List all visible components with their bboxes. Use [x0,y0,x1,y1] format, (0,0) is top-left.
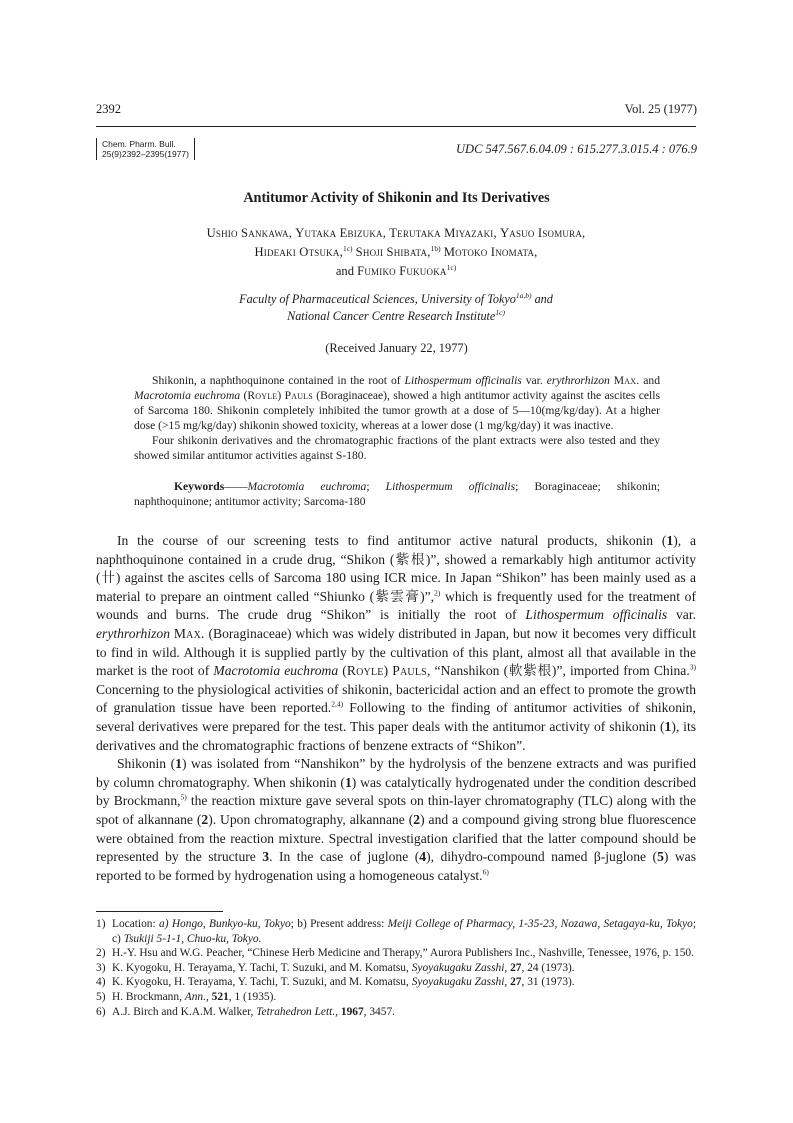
footnote: 5) H. Brockmann, Ann., 521, 1 (1935). [96,990,277,1003]
author: Yutaka Ebizuka, [295,226,387,240]
author-affiliation-mark: 1c) [446,262,457,272]
footnote: 6) A.J. Birch and K.A.M. Walker, Tetrahedron Lett., 1967, 3457. [96,1005,395,1018]
author-list [96,224,696,281]
paper-title: Antitumor Activity of Shikonin and Its Derivatives [243,190,550,206]
abstract [134,373,660,463]
footnote: 1) Location: a) Hongo, Bunkyo-ku, Tokyo; b) Present address: Meiji College of Pharmacy, 1-35-23, Nozawa, Setagaya-ku, Tokyo; c) Tsukiji 5-1-1, Chuo-ku, Tokyo. [96,918,697,945]
author: Motoko Inomata, [443,245,538,259]
footnotes [96,917,696,1019]
footnote: 2) H.-Y. Hsu and W.G. Peacher, “Chinese Herb Medicine and Therapy,” Aurora Publishers Inc., Nashville, Tenessee, 1976, p. 150. [96,947,694,960]
author: Fumiko Fukuoka [357,264,447,278]
received-date: (Received January 22, 1977) [325,341,468,355]
footnote: 4) K. Kyogoku, H. Terayama, Y. Tachi, T. Suzuki, and M. Komatsu, Syoyakugaku Zasshi, 27, 31 (1973). [96,976,575,989]
udc-code: UDC 547.567.6.04.09 : 615.277.3.015.4 : 076.9 [456,142,697,156]
author: Yasuo Isomura, [499,226,586,240]
footnote-rule [96,911,223,912]
author: Shoji Shibata, [355,245,431,259]
badge-journal: Chem. Pharm. Bull. [102,139,176,149]
affiliation-mark: 1c) [495,307,505,317]
citation-badge [96,138,195,160]
affiliation-2: National Cancer Centre Research Institute [287,309,496,323]
affiliations: Faculty of Pharmaceutical Sciences, University of Tokyo$^{1a,b)}$ and National Cancer Centre Research Institute$^{1c)}$ [239,290,553,323]
author-affiliation-mark: 1c) [342,243,353,253]
author: Ushio Sankawa, [206,226,293,240]
author: Hideaki Otsuka, [254,245,343,259]
author-affiliation-mark: 1b) [430,243,441,253]
header-rule [96,126,696,127]
affiliation-1: Faculty of Pharmaceutical Sciences, University of Tokyo [239,292,516,306]
author-conjunction: and [335,264,354,278]
body-paragraph: Shikonin (1) was isolated from “Nanshikon” by the hydrolysis of the benzene extracts and was purified by column chromatography. When shikonin (1) was catalytically hydrogenated under the condition described by Brockmann,$^{5)}$ the reaction mixture gave several spots on thin-layer chromatography (TLC) along with the spot of alkannane (2). Upon chromatography, alkannane (2) and a compound giving strong blue fluorescence were obtained from the reaction mixture. Spectral investigation clarified that the latter compound should be represented by the structure 3. In the case of juglone (4), dihydro-compound named β-juglone (5) was reported to be formed by hydrogenation using a homogeneous catalyst.$^{6)}$ [96,756,696,883]
abstract-paragraph: Four shikonin derivatives and the chromatographic fractions of the plant extracts were also tested and they showed similar antitumor activities against S-180. [134,434,660,462]
main-text [96,532,696,885]
badge-citation: 25(9)2392–2395(1977) [102,149,189,159]
volume-info: Vol. 25 (1977) [624,102,697,116]
keyword: Macrotomia euchroma [247,480,367,493]
keywords: Keywords——Macrotomia euchroma; Lithospermum officinalis; Boraginaceae; shikonin; naphthoquinone; antitumor activity; Sarcoma-180 [134,480,660,508]
keyword: Lithospermum officinalis [385,480,516,493]
footnote: 3) K. Kyogoku, H. Terayama, Y. Tachi, T. Suzuki, and M. Komatsu, Syoyakugaku Zasshi, 27, 24 (1973). [96,961,575,974]
affiliation-mark: 1a,b) [515,290,532,300]
author: Terutaka Miyazaki, [389,226,497,240]
abstract-paragraph: Shikonin, a naphthoquinone contained in the root of Lithospermum officinalis var. erythrorhizon Max. and Macrotomia euchroma (Royle) Pauls (Boraginaceae), showed a high antitumor activity against the ascites cells of Sarcoma 180. Shikonin completely inhibited the tumor growth at a dose of 5—10(mg/kg/day). At a higher dose (>15 mg/kg/day) shikonin showed toxicity, whereas at a lower dose (1 mg/kg/day) it was inactive. [134,374,660,432]
page-number: 2392 [96,102,121,116]
keywords-label: Keywords [174,480,225,493]
body-paragraph: In the course of our screening tests to find antitumor active natural products, shikonin (1), a naphthoquinone contained in a crude drug, “Shikon (紫根)”, showed a remarkably high antitumor activity (卄) against the ascites cells of Sarcoma 180 using ICR mice. In Japan “Shikon” has been mainly used as a material to prepare an ointment called “Shiunko (紫雲膏)”,$^{2)}$ which is frequently used for the treatment of wounds and burns. The crude drug “Shikon” is initially the root of Lithospermum officinalis var. erythrorhizon Max. (Boraginaceae) which was widely distributed in Japan, but now it becomes very difficult to find in wild. Although it is supplied partly by the cultivation of this plant, almost all that available in the market is the root of Macrotomia euchroma (Royle) Pauls, “Nanshikon (軟紫根)”, imported from China.$^{3)}$ Concerning to the physiological activities of shikonin, bactericidal action and an effect to promote the growth of granulation tissue have been reported.$^{2,4)}$ Following to the finding of antitumor activities of shikonin, several derivatives were prepared for the test. This paper deals with the antitumor activity of shikonin (1), its derivatives and the chromatographic fractions of benzene extracts of “Shikon”. [96,533,697,753]
